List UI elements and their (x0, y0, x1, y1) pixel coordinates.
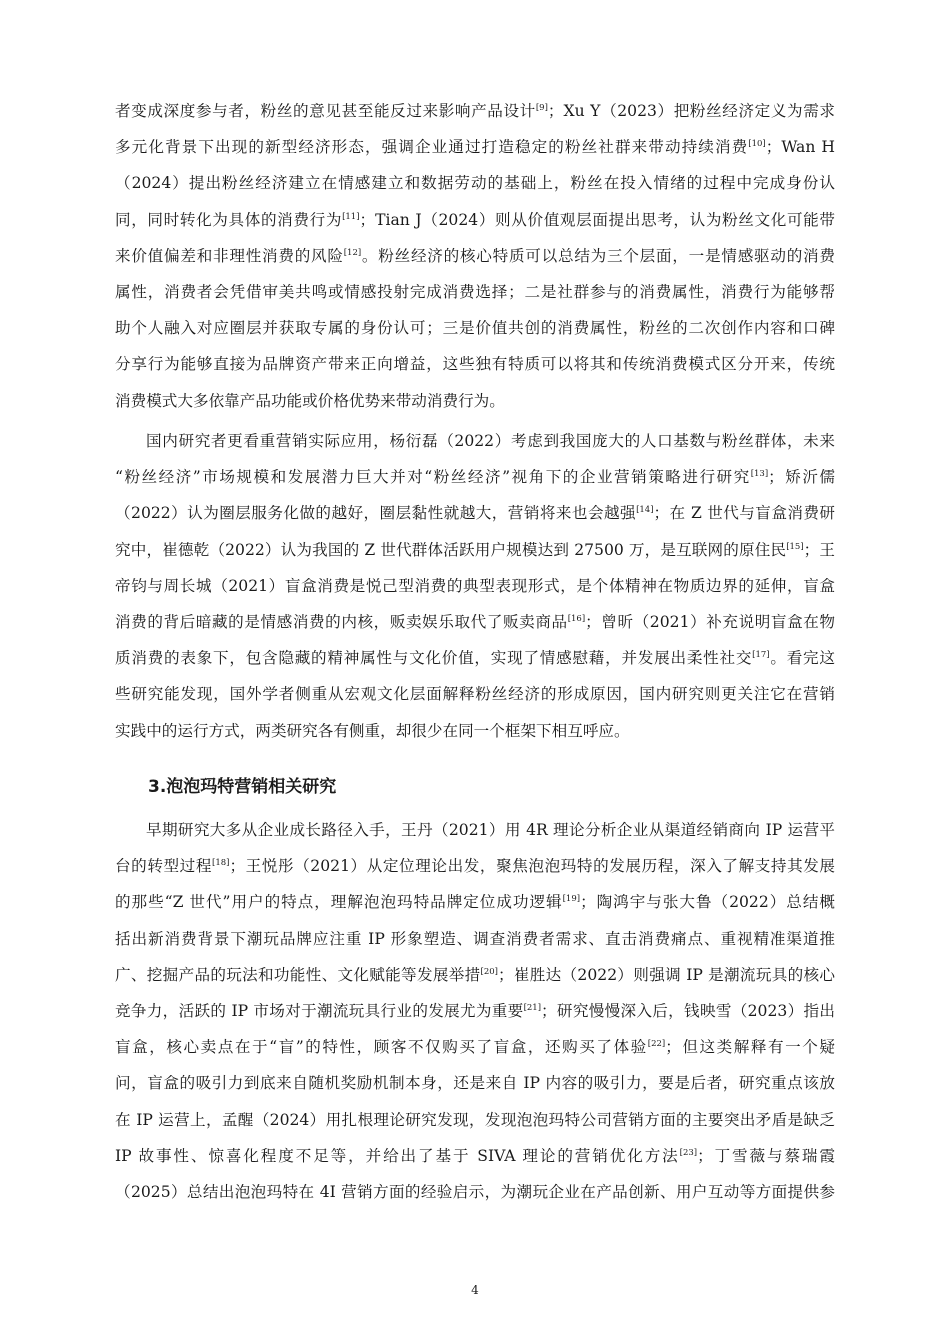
text-run: “粉丝经济”市场规模和发展潜力巨大并对“粉丝经济”视角下的企业营销策略进行研究 (115, 468, 751, 487)
citation-marker: [17] (752, 650, 770, 661)
text-line (115, 957, 835, 993)
text-run: （2024）提出粉丝经济建立在情感建立和数据劳动的基础上，粉丝在投入情绪的过程中完成身份认 (115, 174, 835, 193)
text-line (115, 604, 835, 640)
text-line (115, 383, 835, 419)
text-line (115, 532, 835, 568)
text-line (115, 495, 835, 531)
text-line (115, 93, 835, 129)
text-run: 分享行为能够直接为品牌资产带来正向增益，这些独有特质可以将其和传统消费模式区分开来，传统 (115, 355, 835, 374)
text-run: 质消费的表象下，包含隐藏的精神属性与文化价值，实现了情感慰藉，并发展出柔性社交 (115, 649, 753, 668)
text-run: 帝钧与周长城（2021）盲盒消费是悦己型消费的典型表现形式，是个体精神在物质边界的延伸，盲盒 (115, 576, 835, 595)
text-run: 属性，消费者会凭借审美共鸣或情感投射完成消费选择；二是社群参与的消费属性，消费行为能够帮 (115, 282, 835, 301)
text-run: 来价值偏差和非理性消费的风险 (115, 246, 344, 265)
text-run: ；但这类解释有一个疑 (665, 1038, 835, 1057)
text-run: ；丁雪薇与蔡瑞霞 (697, 1146, 835, 1165)
text-run: ；矫沂儒 (768, 468, 835, 487)
text-line (115, 848, 835, 884)
page-number: 4 (471, 1283, 479, 1297)
text-run: 消费模式大多依靠产品功能或价格优势来带动消费行为。 (115, 391, 505, 410)
text-line (115, 202, 835, 238)
text-run: ；王 (803, 540, 835, 559)
text-run: 实践中的运行方式，两类研究各有侧重，却很少在同一个框架下相互呼应。 (115, 721, 630, 740)
text-run: IP 故事性、惊喜化程度不足等，并给出了基于 SIVA 理论的营销优化方法 (115, 1146, 680, 1165)
text-line (115, 993, 835, 1029)
text-line (115, 921, 835, 957)
citation-marker: [12] (343, 247, 362, 258)
text-run: 竞争力，活跃的 IP 市场对于潮流玩具行业的发展尤为重要 (115, 1001, 524, 1020)
text-line (115, 640, 835, 676)
text-run: 消费的背后暗藏的是情感消费的内核，贩卖娱乐取代了贩卖商品 (115, 612, 568, 631)
citation-marker: [10] (748, 139, 766, 150)
text-run: 早期研究大多从企业成长路径入手，王丹（2021）用 4R 理论分析企业从渠道经销商向 IP 运营平 (146, 821, 835, 839)
text-line (115, 713, 835, 749)
citation-marker: [15] (786, 541, 804, 552)
paragraph-fan-economy-traits (115, 93, 835, 419)
citation-marker: [18] (212, 858, 230, 869)
citation-marker: [11] (342, 211, 360, 222)
text-run: 问，盲盒的吸引力到底来自随机奖励机制本身，还是来自 IP 内容的吸引力，要是后者，研究重点该放 (115, 1074, 835, 1093)
text-run: 多元化背景下出现的新型经济形态，强调企业通过打造稳定的粉丝社群来带动持续消费 (115, 138, 749, 157)
text-line (115, 129, 835, 165)
text-run: 些研究能发现，国外学者侧重从宏观文化层面解释粉丝经济的形成原因，国内研究则更关注它在营销 (115, 685, 835, 704)
citation-marker: [14] (636, 505, 654, 516)
text-run: 国内研究者更看重营销实际应用，杨衍磊（2022）考虑到我国庞大的人口基数与粉丝群体，未来 (146, 432, 835, 450)
paragraph-popmart-research (115, 812, 835, 1210)
text-run: 究中，崔德乾（2022）认为我国的 Z 世代群体活跃用户规模达到 27500 万，是互联网的原住民 (115, 540, 787, 559)
citation-marker: [16] (567, 613, 586, 624)
text-line (115, 884, 835, 920)
text-run: ；陶鸿宇与张大鲁（2022）总结概 (580, 893, 835, 912)
text-run: ；曾昕（2021）补充说明盲盒在物 (585, 612, 835, 631)
text-line (115, 1138, 835, 1174)
text-run: ；Xu Y（2023）把粉丝经济定义为需求 (547, 102, 835, 120)
citation-marker: [21] (523, 1002, 542, 1013)
text-run: 。粉丝经济的核心特质可以总结为三个层面，一是情感驱动的消费 (361, 246, 835, 265)
text-run: 同，同时转化为具体的消费行为 (115, 210, 343, 229)
paragraph-domestic-research (115, 423, 835, 749)
text-line (115, 238, 835, 274)
text-run: 的那些“Z 世代”用户的特点，理解泡泡玛特品牌定位成功逻辑 (115, 893, 563, 912)
text-run: ；研究慢慢深入后，钱映雪（2023）指出 (541, 1001, 835, 1020)
text-line (115, 676, 835, 712)
citation-marker: [20] (480, 966, 498, 977)
text-run: 台的转型过程 (115, 857, 213, 876)
text-line (115, 459, 835, 495)
text-line (115, 568, 835, 604)
text-line (115, 274, 835, 310)
text-line (115, 812, 835, 848)
text-run: 在 IP 运营上，孟醒（2024）用扎根理论研究发现，发现泡泡玛特公司营销方面的主要突出矛盾是缺乏 (115, 1110, 835, 1129)
text-run: ；Tian J（2024）则从价值观层面提出思考，认为粉丝文化可能带 (359, 210, 835, 229)
section-heading: 3.泡泡玛特营销相关研究 (148, 777, 337, 797)
text-line (115, 346, 835, 382)
text-line (115, 1029, 835, 1065)
text-run: （2022）认为圈层服务化做的越好，圈层黏性就越大，营销将来也会越强 (115, 504, 637, 523)
citation-marker: [19] (562, 894, 581, 905)
text-run: 者变成深度参与者，粉丝的意见甚至能反过来影响产品设计 (115, 102, 536, 120)
text-run: ；Wan H (765, 138, 835, 157)
text-run: （2025）总结出泡泡玛特在 4I 营销方面的经验启示，为潮玩企业在产品创新、用户互动等方面提供参 (115, 1182, 835, 1201)
text-run: ；在 Z 世代与盲盒消费研 (653, 504, 836, 523)
citation-marker: [13] (750, 469, 769, 480)
citation-marker: [23] (679, 1147, 698, 1158)
text-run: 助个人融入对应圈层并获取专属的身份认可；三是价值共创的消费属性，粉丝的二次创作内容和口碑 (115, 319, 835, 338)
text-run: 括出新消费背景下潮玩品牌应注重 IP 形象塑造、调查消费者需求、直击消费痛点、重视精准渠道推 (115, 929, 835, 948)
citation-marker: [9] (535, 103, 548, 113)
text-run: ；王悦彤（2021）从定位理论出发，聚焦泡泡玛特的发展历程，深入了解支持其发展 (229, 857, 835, 876)
text-run: ；崔胜达（2022）则强调 IP 是潮流玩具的核心 (497, 965, 835, 984)
text-line (115, 1174, 835, 1210)
text-line (115, 310, 835, 346)
text-line (115, 423, 835, 459)
text-run: 广、挖掘产品的玩法和功能性、文化赋能等发展举措 (115, 965, 481, 984)
text-line (115, 165, 835, 201)
citation-marker: [22] (647, 1039, 666, 1050)
text-run: 。看完这 (769, 649, 835, 668)
text-line (115, 1065, 835, 1101)
text-run: 盲盒，核心卖点在于“盲”的特性，顾客不仅购买了盲盒，还购买了体验 (115, 1038, 648, 1057)
text-line (115, 1102, 835, 1138)
